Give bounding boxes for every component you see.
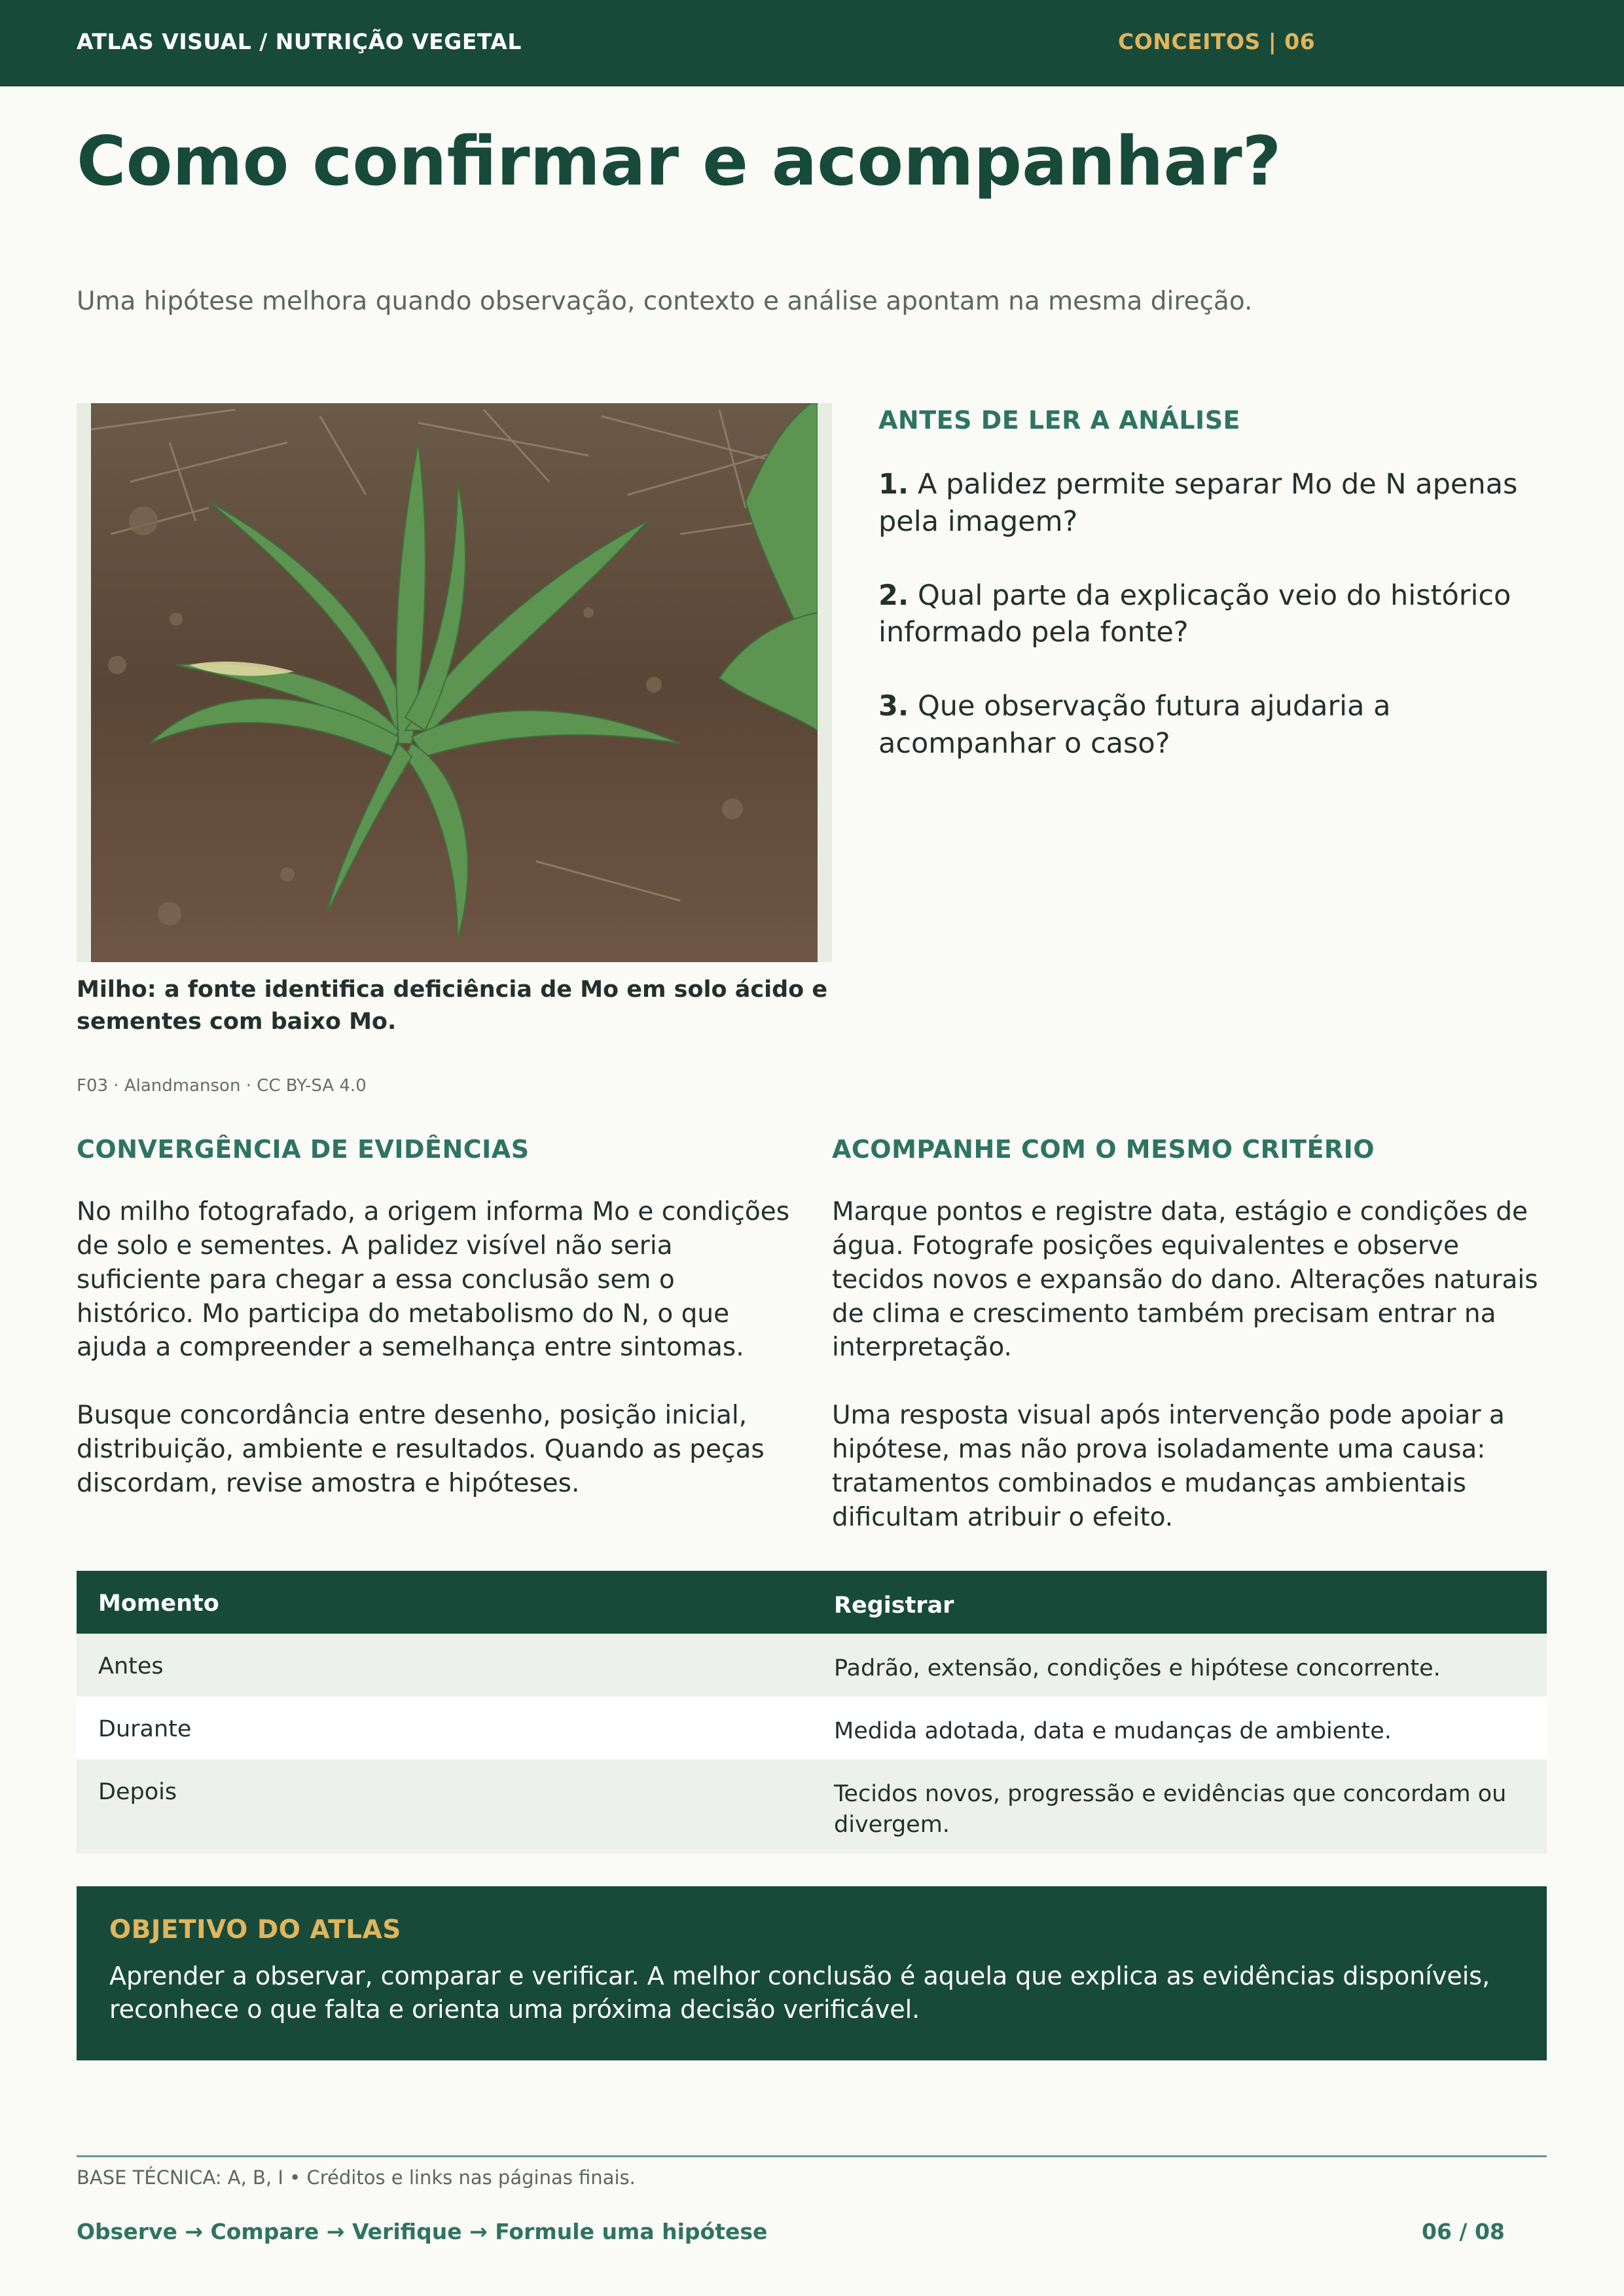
footer-divider [77, 2155, 1547, 2157]
page-number: 06 / 08 [1422, 2219, 1505, 2244]
question-number: 1. [878, 468, 909, 501]
moment-cell: Depois [98, 1779, 177, 1805]
moment-cell: Durante [98, 1716, 192, 1742]
question-number: 3. [878, 690, 909, 723]
table-header-row [77, 1571, 1547, 1634]
figure-caption: Milho: a fonte identifica deficiência de Mo em solo ácido e sementes com baixo Mo. [77, 977, 828, 1035]
question-text: Que observação futura ajudaria a acompanhar o caso? [878, 690, 1391, 760]
objective-box [77, 1886, 1547, 2060]
table-row [77, 1759, 1547, 1854]
follow-column [832, 1195, 1545, 1569]
corn-plant-photo [91, 403, 818, 962]
evidence-column [77, 1195, 790, 1535]
record-cell: Tecidos novos, progressão e evidências que concordam ou divergem. [834, 1781, 1507, 1839]
footer-flow: Observe → Compare → Verifique → Formule uma hipótese [77, 2219, 768, 2244]
footer-note: BASE TÉCNICA: A, B, I • Créditos e links nas páginas finais. [77, 2166, 636, 2189]
column-header-moment: Momento [98, 1590, 219, 1617]
page-chapter-label: CONCEITOS | 06 [1118, 29, 1316, 54]
header-bar [0, 0, 1624, 86]
figure-frame [77, 403, 832, 962]
figure-credit: F03 · Alandmanson · CC BY-SA 4.0 [77, 1076, 367, 1096]
question-text: A palidez permite separar Mo de N apenas pela imagem? [878, 468, 1518, 538]
evidence-heading: CONVERGÊNCIA DE EVIDÊNCIAS [77, 1135, 530, 1164]
page-subtitle: Uma hipótese melhora quando observação, contexto e análise apontam na mesma direção. [77, 287, 1253, 316]
follow-heading: ACOMPANHE COM O MESMO CRITÉRIO [832, 1135, 1375, 1164]
questions-heading: ANTES DE LER A ANÁLISE [878, 406, 1241, 435]
question-item [878, 688, 1546, 762]
follow-paragraph: Marque pontos e registre data, estágio e condições de água. Fotografe posições equivalentes e observe tecidos novos e expansão do dano. Alterações naturais de clima e crescimento também precisam entrar na interpretação. [832, 1197, 1538, 1363]
page-title: Como confirmar e acompanhar? [77, 122, 1282, 201]
question-number: 2. [878, 579, 909, 612]
evidence-paragraph: Busque concordância entre desenho, posição inicial, distribuição, ambiente e resultados. Quando as peças discordam, revise amostra e hipóteses. [77, 1401, 765, 1499]
question-list [878, 466, 1546, 799]
atlas-section-label: ATLAS VISUAL / NUTRIÇÃO VEGETAL [77, 29, 522, 54]
question-item [878, 466, 1546, 541]
evidence-paragraph: No milho fotografado, a origem informa Mo e condições de solo e sementes. A palidez visível não seria suficiente para chegar a essa conclusão sem o histórico. Mo participa do metabolismo do N, o que ajuda a compreender a semelhança entre sintomas. [77, 1197, 790, 1363]
record-cell: Medida adotada, data e mudanças de ambiente. [834, 1718, 1392, 1744]
objective-heading: OBJETIVO DO ATLAS [109, 1915, 401, 1945]
table-row [77, 1634, 1547, 1696]
question-text: Qual parte da explicação veio do histórico informado pela fonte? [878, 579, 1511, 649]
table-row [77, 1696, 1547, 1759]
column-header-record: Registrar [834, 1592, 954, 1619]
follow-paragraph: Uma resposta visual após intervenção pode apoiar a hipótese, mas não prova isoladamente uma causa: tratamentos combinados e mudanças ambientais dificultam atribuir o efeito. [832, 1401, 1505, 1532]
moment-cell: Antes [98, 1653, 164, 1679]
record-cell: Padrão, extensão, condições e hipótese concorrente. [834, 1655, 1441, 1681]
objective-text: Aprender a observar, comparar e verificar. A melhor conclusão é aquela que explica as evidências disponíveis, reconhece o que falta e orienta uma próxima decisão verificável. [109, 1962, 1490, 2024]
question-item [878, 577, 1546, 652]
monitoring-table [77, 1571, 1547, 1854]
